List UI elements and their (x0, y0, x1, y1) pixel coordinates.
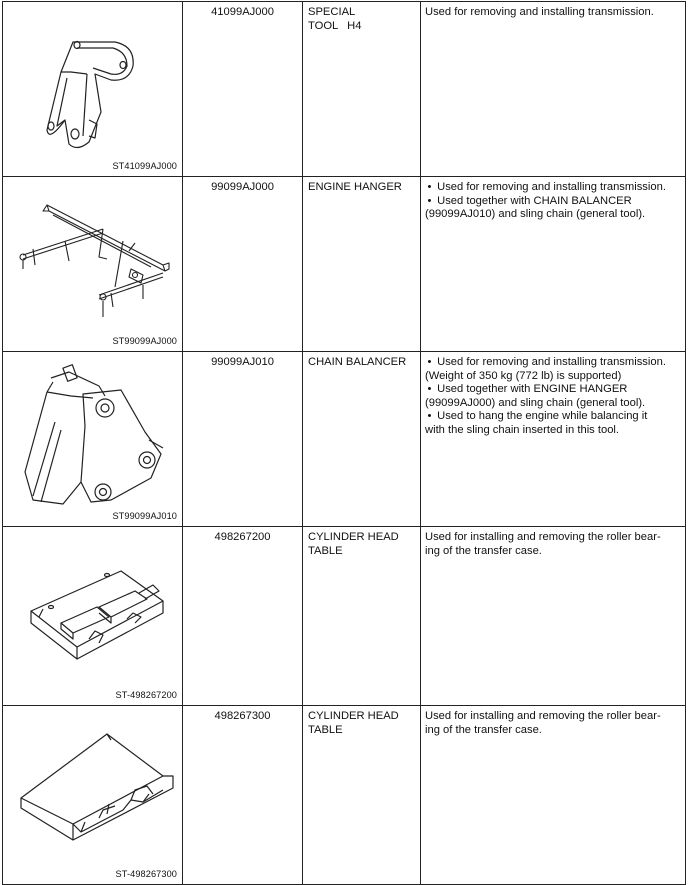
illustration-caption: ST41099AJ000 (112, 161, 177, 172)
tool-description (421, 352, 686, 527)
cylinder-head-table-flat-icon (3, 527, 183, 706)
engine-hanger-icon (3, 177, 183, 352)
special-tool-h4-icon (3, 2, 183, 177)
part-number: 41099AJ000 (183, 2, 303, 177)
tool-description: Used for installing and removing the roller bear- ing of the transfer case. (421, 706, 686, 885)
illustration-cell (3, 352, 183, 527)
illustration-cell (3, 706, 183, 885)
list-item: • Used for removing and installing transmission. (Weight of 350 kg (772 lb) is supported) (425, 356, 666, 382)
list-item: • Used together with CHAIN BALANCER (99099AJ010) and sling chain (general tool). (425, 194, 646, 221)
tool-description (421, 177, 686, 352)
illustration-cell (3, 177, 183, 352)
chain-balancer-icon (3, 352, 183, 527)
part-number: 99099AJ010 (183, 352, 303, 527)
part-number: 498267300 (183, 706, 303, 885)
illustration-caption: ST99099AJ010 (112, 511, 177, 522)
illustration-caption: ST99099AJ000 (112, 336, 177, 347)
tool-name: SPECIAL TOOL H4 (303, 2, 421, 177)
part-number: 498267200 (183, 527, 303, 706)
table-row (3, 2, 686, 177)
illustration-cell (3, 527, 183, 706)
table-row (3, 527, 686, 706)
table-row (3, 706, 686, 885)
illustration-caption: ST-498267300 (115, 869, 177, 880)
table-row (3, 352, 686, 527)
tool-name: CYLINDER HEAD TABLE (303, 527, 421, 706)
tool-description: Used for installing and removing the roller bear- ing of the transfer case. (421, 527, 686, 706)
illustration-cell (3, 2, 183, 177)
illustration-caption: ST-498267200 (115, 690, 177, 701)
tool-name: CYLINDER HEAD TABLE (303, 706, 421, 885)
part-number: 99099AJ000 (183, 177, 303, 352)
list-item: • Used to hang the engine while balancing it with the sling chain inserted in this tool. (425, 410, 648, 436)
tool-description: Used for removing and installing transmission. (421, 2, 686, 177)
special-tools-table (2, 1, 686, 885)
cylinder-head-table-sloped-icon (3, 706, 183, 885)
table-row (3, 177, 686, 352)
list-item: • Used for removing and installing transmission. (427, 181, 666, 193)
tool-name: CHAIN BALANCER (303, 352, 421, 527)
list-item: • Used together with ENGINE HANGER (99099AJ000) and sling chain (general tool). (425, 383, 646, 409)
tool-name: ENGINE HANGER (303, 177, 421, 352)
